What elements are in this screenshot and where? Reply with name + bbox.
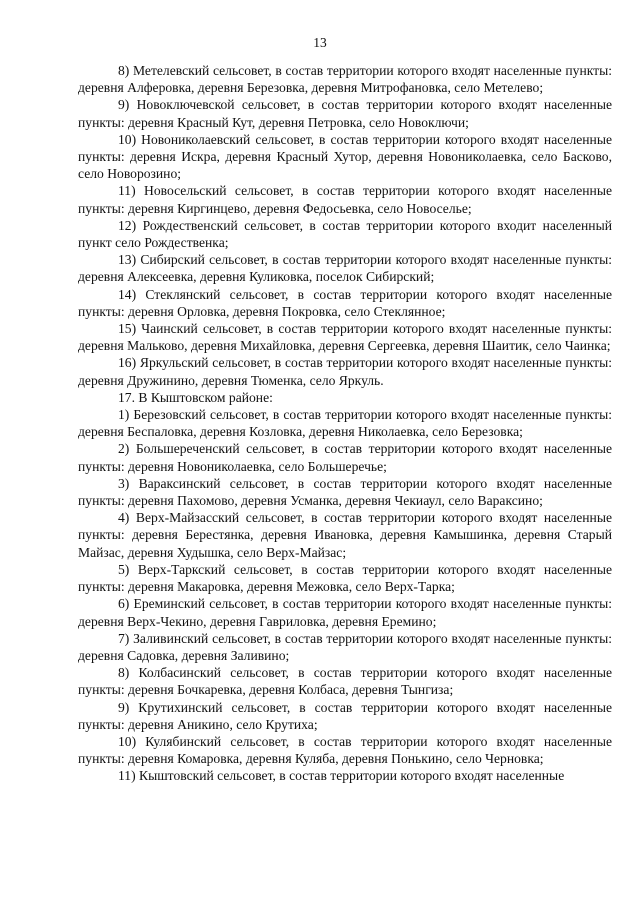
paragraph: 8) Колбасинский сельсовет, в состав территории которого входят населенные пункты: деревня Бочкаревка, деревня Колбаса, деревня Тынгиза; bbox=[78, 665, 612, 698]
paragraph: 15) Чаинский сельсовет, в состав территории которого входят населенные пункты: деревня Мальково, деревня Михайловка, деревня Сергеевка, деревня Шаитик, село Чаинка; bbox=[78, 321, 612, 354]
paragraph: 11) Новосельский сельсовет, в состав территории которого входят населенные пункты: деревня Киргинцево, деревня Федосьевка, село Новоселье; bbox=[78, 183, 612, 216]
paragraph: 10) Кулябинский сельсовет, в состав территории которого входят населенные пункты: деревня Комаровка, деревня Куляба, деревня Понькино, село Черновка; bbox=[78, 733, 612, 767]
paragraph: 1) Березовский сельсовет, в состав территории которого входят населенные пункты: деревня Беспаловка, деревня Козловка, деревня Николаевка, село Березовка; bbox=[78, 407, 612, 440]
page-number: 13 bbox=[313, 35, 327, 50]
paragraph: 9) Крутихинский сельсовет, в состав территории которого входят населенные пункты: деревня Аникино, село Крутиха; bbox=[78, 699, 612, 732]
paragraph: 7) Заливинский сельсовет, в состав территории которого входят населенные пункты: деревня Садовка, деревня Заливино; bbox=[78, 630, 612, 663]
paragraph: 10) Новониколаевский сельсовет, в состав территории которого входят населенные пункты: деревня Искра, деревня Красный Хутор, деревня Новониколаевка, село Басково, село Новорозино; bbox=[78, 131, 612, 182]
paragraph: 5) Верх-Таркский сельсовет, в состав территории которого входят населенные пункты: деревня Макаровка, деревня Межовка, село Верх-Тарка; bbox=[78, 561, 612, 595]
paragraph: 9) Новоключевской сельсовет, в состав территории которого входят населенные пункты: деревня Красный Кут, деревня Петровка, село Новоключи; bbox=[78, 97, 612, 130]
paragraph: 12) Рождественский сельсовет, в состав территории которого входит населенный пункт село Рождественка; bbox=[78, 217, 612, 251]
document-body bbox=[78, 62, 612, 785]
paragraph: 11) Кыштовский сельсовет, в состав территории которого входят населенные bbox=[118, 768, 565, 784]
paragraph: 4) Верх-Майзасский сельсовет, в состав территории которого входят населенные пункты: деревня Берестянка, деревня Ивановка, деревня Камышинка, деревня Старый Майзас, деревня Худышка, село Верх-Майзас; bbox=[78, 510, 612, 560]
section-heading: 17. В Кыштовском районе: bbox=[118, 389, 273, 405]
paragraph: 3) Вараксинский сельсовет, в состав территории которого входят населенные пункты: деревня Пахомово, деревня Усманка, деревня Чекиаул, село Вараксино; bbox=[78, 475, 612, 509]
paragraph: 13) Сибирский сельсовет, в состав территории которого входят населенные пункты: деревня Алексеевка, деревня Куликовка, поселок Сибирский; bbox=[78, 252, 612, 285]
paragraph: 8) Метелевский сельсовет, в состав территории которого входят населенные пункты: деревня Алферовка, деревня Березовка, деревня Митрофановка, село Метелево; bbox=[78, 63, 612, 96]
paragraph: 2) Большереченский сельсовет, в состав территории которого входят населенные пункты: деревня Новониколаевка, село Большеречье; bbox=[78, 441, 612, 474]
paragraph: 14) Стеклянский сельсовет, в состав территории которого входят населенные пункты: деревня Орловка, деревня Покровка, село Стеклянное; bbox=[78, 286, 612, 319]
paragraph: 6) Ереминский сельсовет, в состав территории которого входят населенные пункты: деревня Верх-Чекино, деревня Гавриловка, деревня Еремино; bbox=[78, 596, 612, 629]
paragraph: 16) Яркульский сельсовет, в состав территории которого входят населенные пункты: деревня Дружинино, деревня Тюменка, село Яркуль. bbox=[78, 355, 612, 388]
